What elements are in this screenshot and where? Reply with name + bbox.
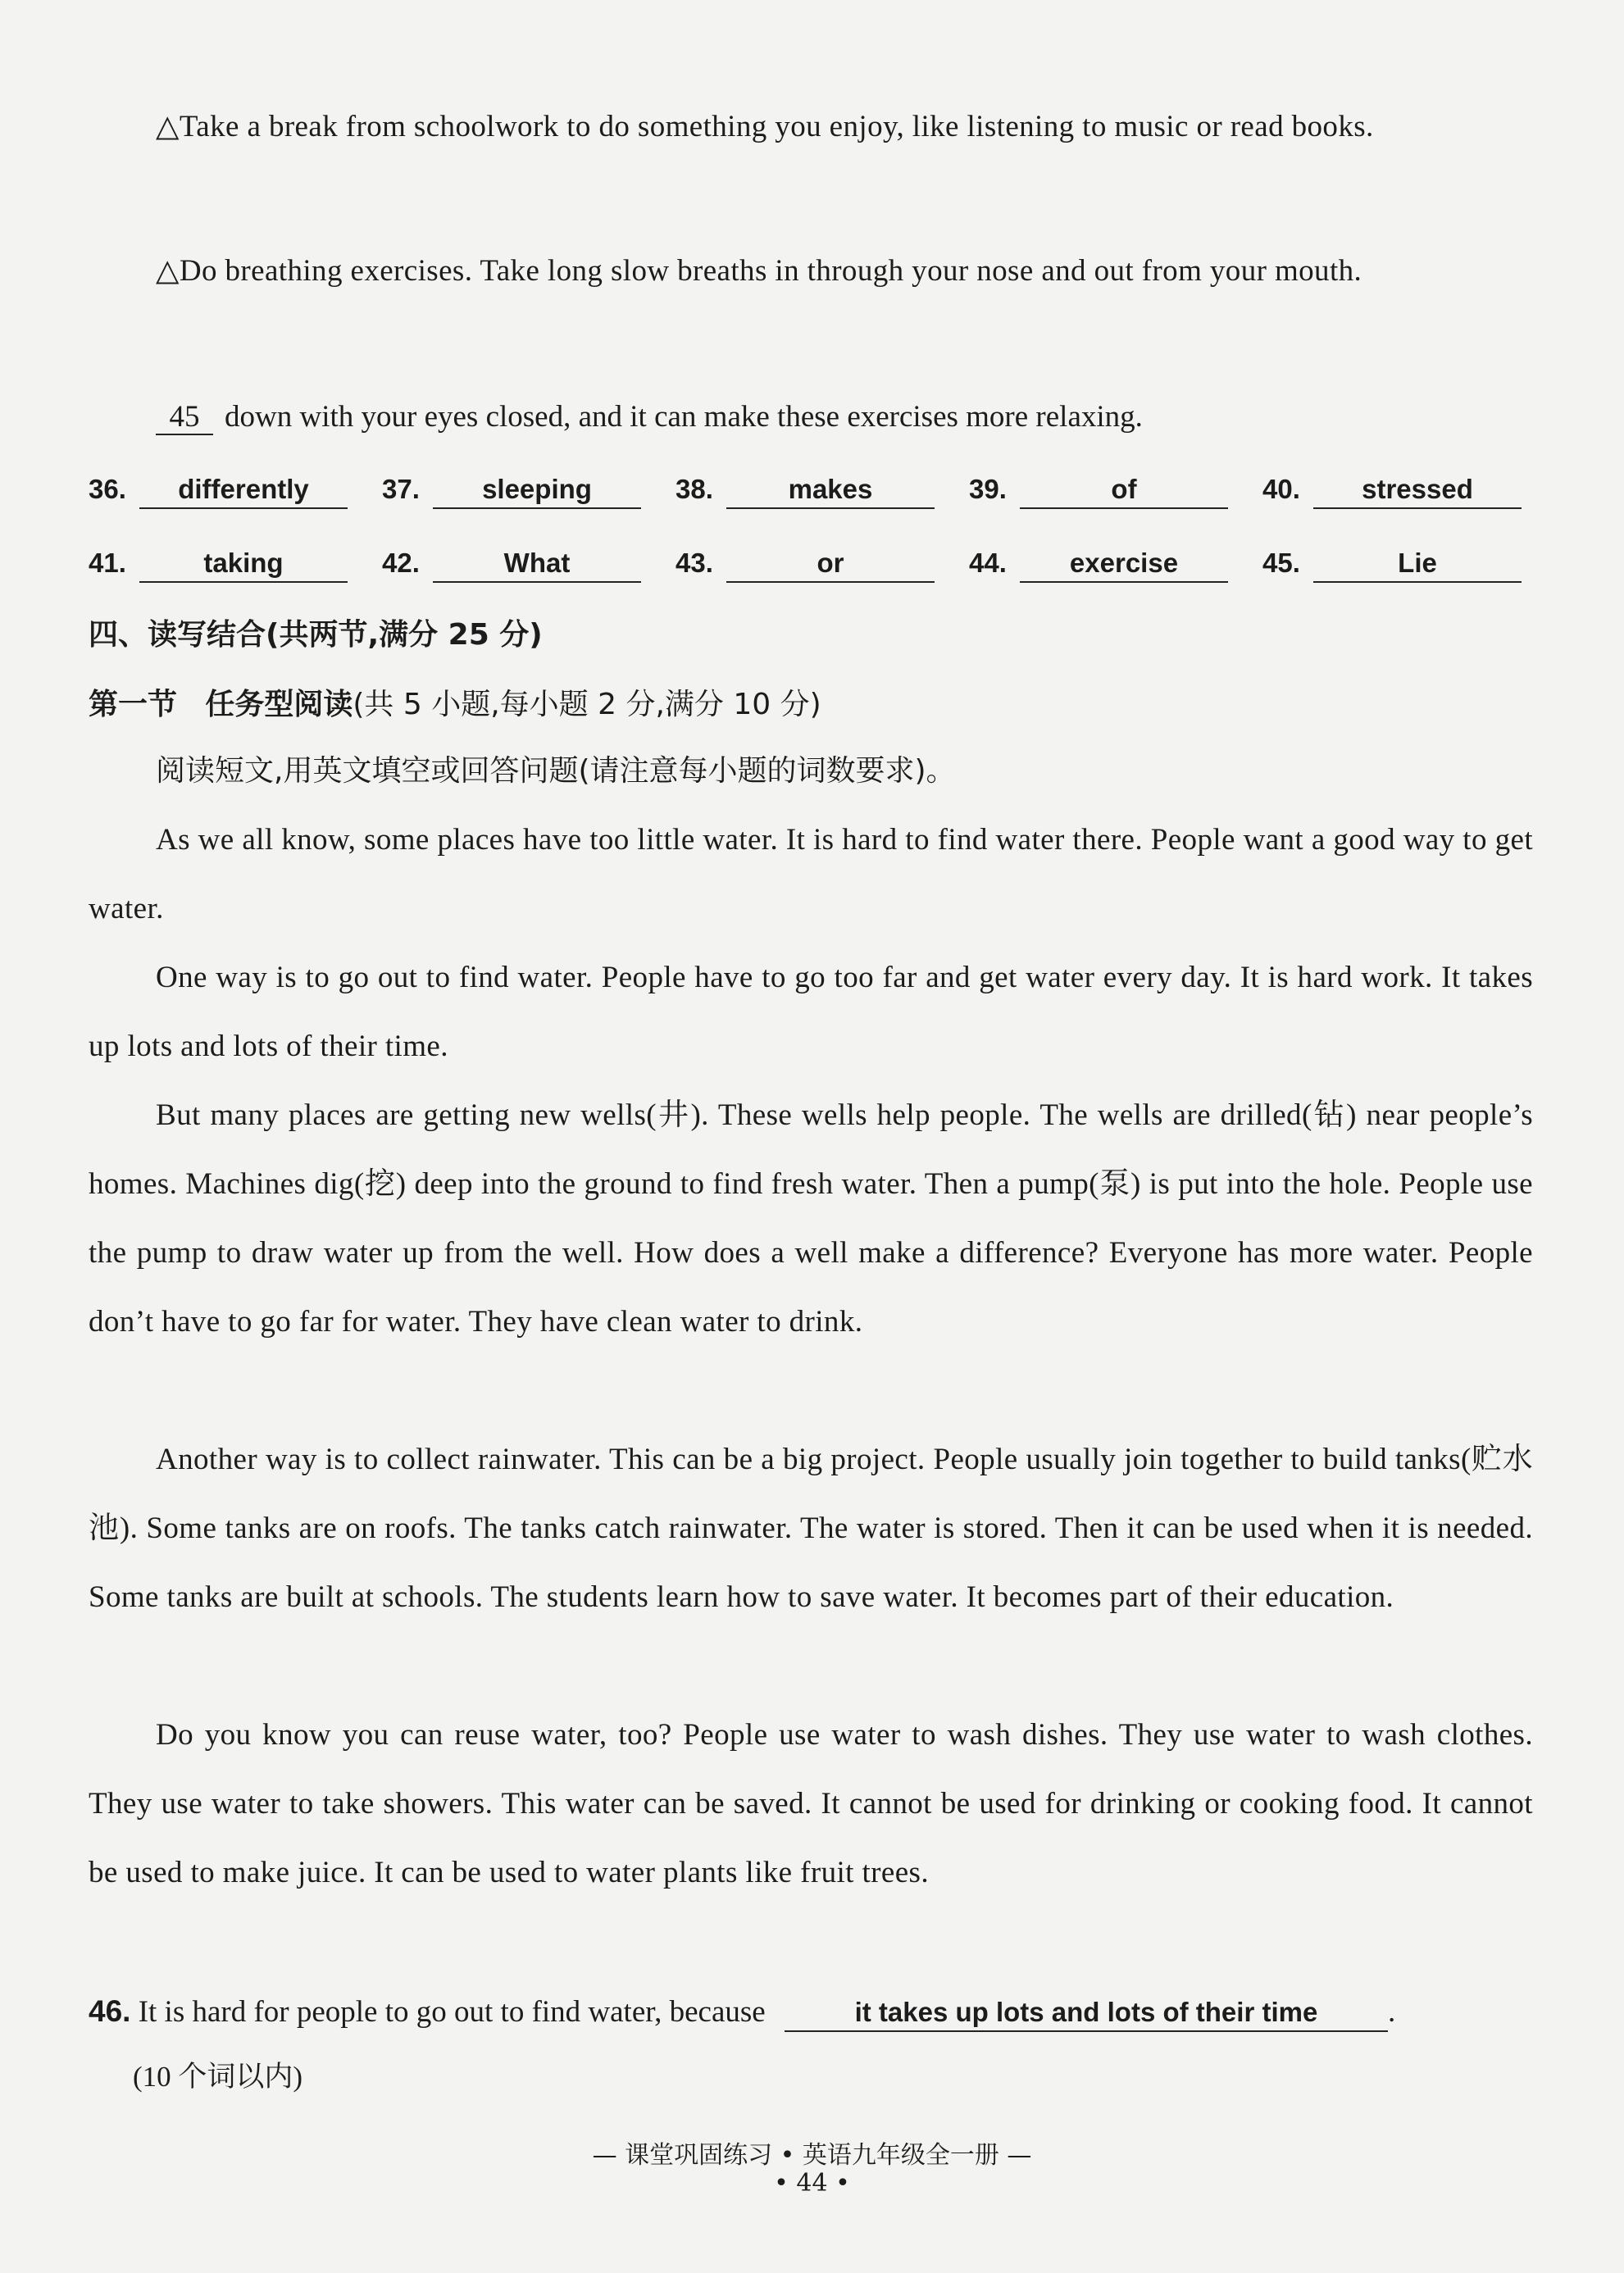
answer-number: 39. — [969, 474, 1007, 504]
passage-paragraph-4: Another way is to collect rainwater. This can be a big project. People usually join together to build tanks(贮水池). Some tanks are on roofs. The tanks catch rainwater. The water is stored. Then it can be used when it is needed. Some tanks are built at schools. The students learn how to save water. It becomes part of their education. — [89, 1443, 1533, 1614]
answer-number: 36. — [89, 474, 126, 504]
answer-fill: Lie — [1313, 545, 1522, 583]
answer-44 — [969, 539, 1179, 588]
answer-number: 43. — [676, 548, 713, 578]
section-title-text: 四、读写结合(共两节,满分 25 分) — [89, 618, 543, 652]
answer-fill: taking — [139, 545, 348, 583]
blank-45-text: down with your eyes closed, and it can make these exercises more relaxing. — [225, 400, 1143, 434]
answer-43 — [676, 539, 844, 588]
answer-39 — [969, 465, 1137, 514]
answer-36 — [89, 465, 309, 514]
word-limit: (10 个词以内) — [133, 2061, 303, 2093]
passage-paragraph-3: But many places are getting new wells(井). These wells help people. The wells are drilled(钻) near people’s homes. Machines dig(挖) deep into the ground to find fresh water. Then a pump(泵) is put into the hole. People use the pump to draw water up from the well. How does a well make a difference? Everyone has more water. People don’t have to go far for water. They have clean water to drink. — [89, 1098, 1533, 1339]
answer-number: 37. — [382, 474, 420, 504]
answer-fill: What — [433, 545, 641, 583]
answer-number: 41. — [89, 548, 126, 578]
answer-fill: it takes up lots and lots of their time — [785, 1994, 1388, 2032]
answer-fill: differently — [139, 471, 348, 509]
answer-40 — [1262, 465, 1473, 514]
question-prompt: It is hard for people to go out to find water, because — [138, 1995, 766, 2029]
question-46 — [89, 1987, 1395, 2037]
answer-41 — [89, 539, 284, 588]
blank-45-line — [89, 393, 1143, 442]
answer-fill: exercise — [1020, 545, 1228, 583]
answer-fill: stressed — [1313, 471, 1522, 509]
answer-45 — [1262, 539, 1437, 588]
answers-row-2 — [89, 539, 1533, 588]
part1-title: 任务型阅读 — [205, 688, 353, 721]
part1-label: 第一节 — [89, 688, 178, 721]
section-title — [89, 611, 543, 660]
answer-number: 38. — [676, 474, 713, 504]
answer-number: 42. — [382, 548, 420, 578]
answers-row-1 — [89, 465, 1533, 514]
answer-fill: makes — [726, 471, 935, 509]
answer-fill: or — [726, 545, 935, 583]
answer-fill: of — [1020, 471, 1228, 509]
page-number: • 44 • — [774, 2169, 850, 2198]
question-number: 46. — [89, 1994, 131, 2028]
tip-breathing: △Do breathing exercises. Take long slow breaths in through your nose and out from your mouth. — [156, 254, 1362, 288]
question-end: . — [1387, 1995, 1396, 2029]
answer-38 — [676, 465, 873, 514]
passage-paragraph-5: Do you know you can reuse water, too? People use water to wash dishes. They use water to wash clothes. They use water to take showers. This water can be saved. It cannot be used for drinking or cooking food. It cannot be used to make juice. It can be used to water plants like fruit trees. — [89, 1718, 1533, 1889]
passage-paragraph-1: As we all know, some places have too little water. It is hard to find water there. People want a good way to get water. — [89, 823, 1533, 925]
blank-number: 45 — [156, 401, 213, 435]
answer-42 — [382, 539, 571, 588]
instruction: 阅读短文,用英文填空或回答问题(请注意每小题的词数要求)。 — [156, 754, 956, 788]
part1-info: (共 5 小题,每小题 2 分,满分 10 分) — [353, 688, 821, 721]
answer-number: 44. — [969, 548, 1007, 578]
part1-heading — [89, 680, 821, 730]
answer-37 — [382, 465, 592, 514]
footer-book-title: — 课堂巩固练习 • 英语九年级全一册 — — [592, 2141, 1032, 2170]
passage-paragraph-2: One way is to go out to find water. People have to go too far and get water every day. It is hard work. It takes up lots and lots of their time. — [89, 961, 1533, 1063]
answer-fill: sleeping — [433, 471, 641, 509]
answer-number: 40. — [1262, 474, 1300, 504]
answer-number: 45. — [1262, 548, 1300, 578]
tip-break: △Take a break from schoolwork to do something you enjoy, like listening to music or read books. — [156, 110, 1374, 143]
